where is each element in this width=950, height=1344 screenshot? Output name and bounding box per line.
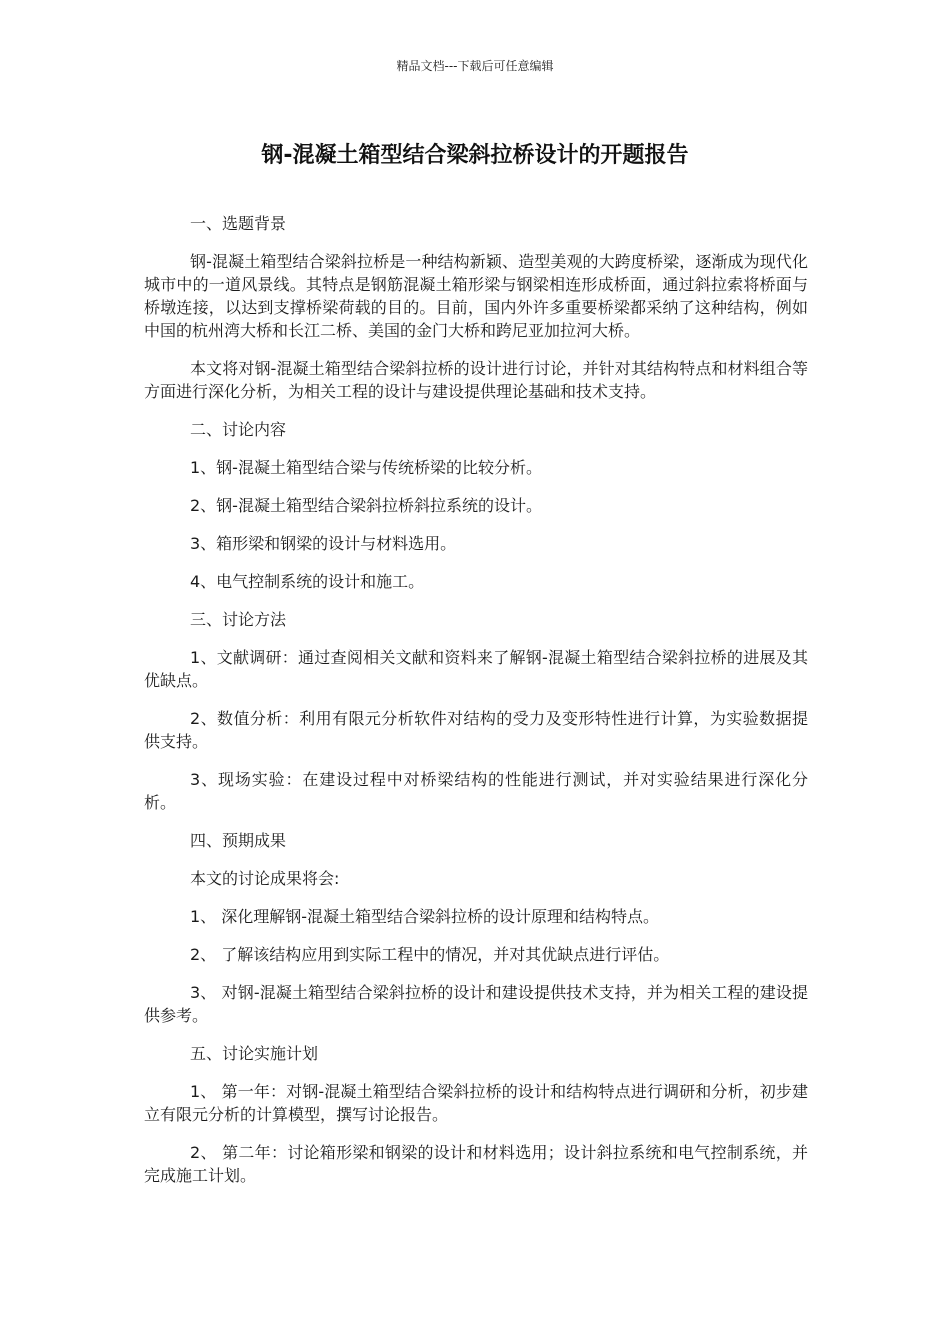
document-title: 钢-混凝土箱型结合梁斜拉桥设计的开题报告 (261, 143, 689, 168)
plan-item-1: 1、 第一年：对钢-混凝土箱型结合梁斜拉桥的设计和结构特点进行调研和分析，初步建立有限元分析的计算模型，撰写讨论报告。 (144, 1082, 808, 1124)
content-item-3: 3、箱形梁和钢梁的设计与材料选用。 (190, 534, 457, 553)
document-body (144, 212, 808, 1202)
outcome-item-1: 1、 深化理解钢-混凝土箱型结合梁斜拉桥的设计原理和结构特点。 (190, 907, 660, 926)
section-heading-content: 二、讨论内容 (190, 420, 287, 439)
section-heading-outcomes: 四、预期成果 (190, 831, 287, 850)
outcome-item-2: 2、 了解该结构应用到实际工程中的情况，并对其优缺点进行评估。 (190, 945, 670, 964)
content-item-1: 1、钢-混凝土箱型结合梁与传统桥梁的比较分析。 (190, 458, 542, 477)
paragraph-background-1: 钢-混凝土箱型结合梁斜拉桥是一种结构新颖、造型美观的大跨度桥梁，逐渐成为现代化城市中的一道风景线。其特点是钢筋混凝土箱形梁与钢梁相连形成桥面，通过斜拉索将桥面与桥墩连接，以达到支撑桥梁荷载的目的。目前，国内外许多重要桥梁都采纳了这种结构，例如中国的杭州湾大桥和长江二桥、美国的金门大桥和跨尼亚加拉河大桥。 (144, 252, 808, 340)
section-heading-methods: 三、讨论方法 (190, 610, 287, 629)
section-heading-plan: 五、讨论实施计划 (190, 1044, 319, 1063)
page-header-note: 精品文档---下载后可任意编辑 (396, 59, 554, 73)
method-item-1: 1、文献调研：通过查阅相关文献和资料来了解钢-混凝土箱型结合梁斜拉桥的进展及其优缺点。 (144, 648, 808, 690)
method-item-2: 2、数值分析：利用有限元分析软件对结构的受力及变形特性进行计算，为实验数据提供支持。 (144, 709, 808, 751)
outcome-item-3: 3、 对钢-混凝土箱型结合梁斜拉桥的设计和建设提供技术支持，并为相关工程的建设提供参考。 (144, 983, 808, 1025)
content-item-2: 2、钢-混凝土箱型结合梁斜拉桥斜拉系统的设计。 (190, 496, 542, 515)
section-heading-background: 一、选题背景 (190, 214, 287, 233)
plan-item-2: 2、 第二年：讨论箱形梁和钢梁的设计和材料选用；设计斜拉系统和电气控制系统，并完成施工计划。 (144, 1143, 808, 1185)
method-item-3: 3、现场实验：在建设过程中对桥梁结构的性能进行测试，并对实验结果进行深化分析。 (144, 770, 808, 812)
content-item-4: 4、电气控制系统的设计和施工。 (190, 572, 425, 591)
outcomes-intro: 本文的讨论成果将会: (190, 869, 340, 888)
paragraph-background-2: 本文将对钢-混凝土箱型结合梁斜拉桥的设计进行讨论，并针对其结构特点和材料组合等方面进行深化分析，为相关工程的设计与建设提供理论基础和技术支持。 (144, 359, 808, 401)
